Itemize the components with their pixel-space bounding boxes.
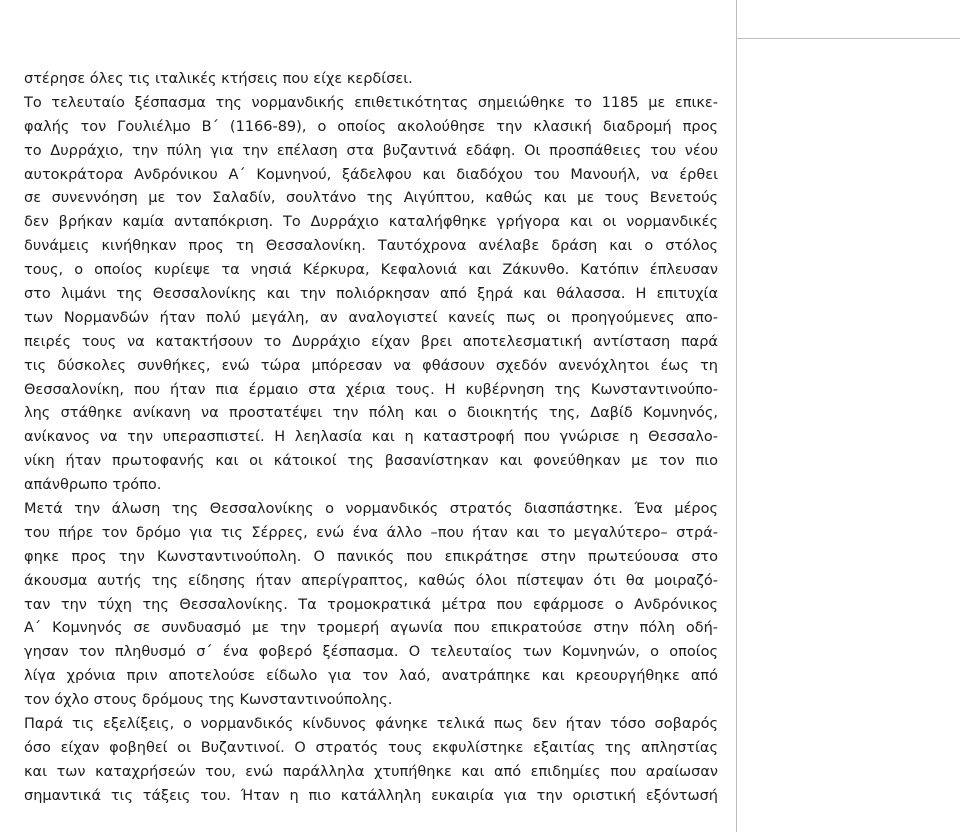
text-line: πειρές τους να κατακτήσουν το Δυρράχιο είχαν βρει αποτελεσματική αντίσταση παρά	[24, 333, 718, 350]
text-line: τους, ο οποίος κυρίεψε τα νησιά Κέρκυρα, Κεφαλονιά και Ζάκυνθο. Κατόπιν έπλευσαν	[24, 262, 718, 279]
text-line: Α΄ Κομνηνός σε συνδυασμό με την τρομερή αγωνία που επικρατούσε στην πόλη οδή-	[24, 620, 718, 637]
text-line: στέρησε όλες τις ιταλικές κτήσεις που είχε κερδίσει.	[24, 71, 413, 87]
text-line: λίγα χρόνια πριν αποτελούσε είδωλο για τον λαό, ανατράπηκε και κρεουργήθηκε από	[24, 668, 718, 685]
text-line: τον όχλο στους δρόμους της Κωνσταντινούπολης.	[24, 692, 393, 709]
text-line: Μετά την άλωση της Θεσσαλονίκης ο νορμανδικός στρατός διασπάστηκε. Ένα μέρος	[24, 501, 718, 518]
text-line: Το τελευταίο ξέσπασμα της νορμανδικής επιθετικότητας σημειώθηκε το 1185 με επικε-	[24, 94, 718, 111]
text-line: ανίκανος να την υπερασπιστεί. Η λεηλασία και η καταστροφή που γνώρισε η Θεσσαλο-	[24, 429, 718, 446]
text-line: Θεσσαλονίκη, που ήταν πια έρμαιο στα χέρια τους. Η κυβέρνηση της Κωνσταντινούπο-	[24, 381, 718, 398]
text-line: φαλής τον Γουλιέλμο Β΄ (1166-89), ο οποίος ακολούθησε την κλασική διαδρομή προς	[24, 118, 718, 135]
text-line: των Νορμανδών ήταν πολύ μεγάλη, αν αναλογιστεί κανείς πως οι προηγούμενες απο-	[24, 309, 718, 326]
text-line: και των καταχρήσεών του, ενώ παράλληλα χτυπήθηκε και από επιδημίες που αραίωσαν	[24, 763, 718, 780]
text-line: νίκη ήταν πρωτοφανής και οι κάτοικοί της βασανίστηκαν και φονεύθηκαν με τον πιο	[24, 453, 718, 470]
text-line: λης στάθηκε ανίκανη να προστατέψει την πόλη και ο διοικητής της, Δαβίδ Κομνηνός,	[24, 405, 718, 422]
text-line: γησαν τον πληθυσμό σ΄ ένα φοβερό ξέσπασμα. Ο τελευταίος των Κομνηνών, ο οποίος	[24, 644, 718, 661]
text-line: φηκε προς την Κωνσταντινούπολη. Ο πανικός που επικράτησε στην πρωτεύουσα στο	[24, 548, 718, 565]
text-line: δυνάμεις κινήθηκαν προς τη Θεσσαλονίκη. Ταυτόχρονα ανέλαβε δράση και ο στόλος	[24, 238, 718, 255]
text-line: το Δυρράχιο, την πύλη για την επέλαση στα βυζαντινά εδάφη. Οι προσπάθειες του νέου	[24, 142, 718, 159]
text-line: ταν την τύχη της Θεσσαλονίκης. Τα τρομοκρατικά μέτρα που εφάρμοσε ο Ανδρόνικος	[24, 596, 718, 613]
margin-rule-horizontal	[737, 38, 960, 39]
text-line: όσο είχαν φοβηθεί οι Βυζαντινοί. Ο στρατός τους εκφυλίστηκε εξαιτίας της απληστίας	[24, 739, 718, 756]
text-line: άκουσμα αυτής της είδησης ήταν απερίγραπτος, καθώς όλοι πίστεψαν ότι θα μοιραζό-	[24, 572, 718, 589]
text-line: δεν βρήκαν καμία ανταπόκριση. Το Δυρράχιο καταλήφθηκε γρήγορα και οι νορμανδικές	[24, 214, 718, 231]
text-line: απάνθρωπο τρόπο.	[24, 477, 162, 494]
text-line: τις δύσκολες συνθήκες, ενώ τώρα μπόρεσαν να φθάσουν σχεδόν ανενόχλητοι έως τη	[24, 357, 718, 374]
margin-rule-vertical	[736, 0, 737, 832]
text-line: σημαντικά τις τάξεις του. Ήταν η πιο κατάλληλη ευκαιρία για την οριστική εξόντωσή	[24, 787, 718, 804]
text-line: στο λιμάνι της Θεσσαλονίκης και την πολιόρκησαν από ξηρά και θάλασσα. Η επιτυχία	[24, 286, 718, 303]
text-line: σε συνεννόηση με τον Σαλαδίν, σουλτάνο της Αιγύπτου, καθώς και με τους Βενετούς	[24, 190, 718, 207]
text-line: Παρά τις εξελίξεις, ο νορμανδικός κίνδυνος φάνηκε τελικά πως δεν ήταν τόσο σοβαρός	[24, 716, 718, 733]
body-text	[24, 68, 718, 809]
text-line: του πήρε τον δρόμο για τις Σέρρες, ενώ ένα άλλο –που ήταν και το μεγαλύτερο– στρά-	[24, 524, 718, 541]
text-line: αυτοκράτορα Ανδρόνικου Α΄ Κομνηνού, ξάδελφου και διαδόχου του Μανουήλ, να έρθει	[24, 166, 718, 183]
